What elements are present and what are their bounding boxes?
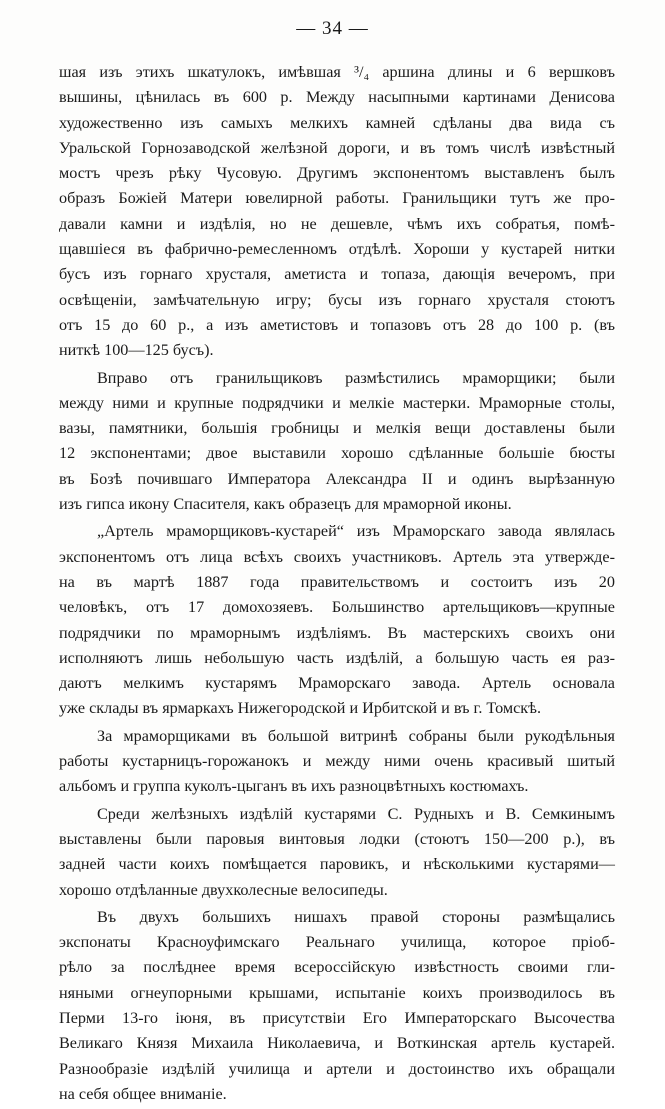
text-line: работы кустарницъ-горожанокъ и между ними очень красивый шитый	[59, 752, 615, 771]
paragraph	[59, 802, 615, 903]
text-line: изъ гипса икону Спасителя, какъ образецъ для мраморной иконы.	[59, 495, 512, 514]
text-line: человѣкъ, отъ 17 домохозяевъ. Большинство артельщиковъ—крупные	[59, 598, 615, 617]
body-text	[59, 60, 615, 1109]
text-line: на себя общее вниманіе.	[59, 1084, 227, 1103]
paragraph	[59, 366, 615, 518]
text-line: между ними и крупные подрядчики и мелкіе мастерки. Мраморные столы,	[59, 393, 615, 412]
text-line: „Артель мраморщиковъ-кустарей“ изъ Мраморскаго завода являлась	[97, 522, 615, 541]
page-number: — 34 —	[296, 18, 369, 39]
text-line: уже склады въ ярмаркахъ Нижегородской и Ирбитской и въ г. Томскѣ.	[59, 699, 541, 718]
text-line: Разнообразіе издѣлій училища и артели и достоинство ихъ обращали	[59, 1059, 615, 1078]
text-line: даютъ мелкимъ кустарямъ Мраморскаго завода. Артель основала	[59, 674, 615, 693]
text-line: Перми 13-го іюня, въ присутствіи Его Императорскаго Высочества	[59, 1008, 615, 1027]
text-line: образъ Божіей Матери ювелирной работы. Гранильщики тутъ же про-	[59, 189, 615, 208]
text-line: освѣщеніи, замѣчательную игру; бусы изъ горнаго хрусталя стоютъ	[59, 290, 615, 309]
text-line: За мраморщиками въ большой витринѣ собраны были рукодѣльныя	[97, 726, 615, 745]
text-line: шая изъ этихъ шкатулокъ, имѣвшая ³/₄ аршина длины и 6 вершковъ	[59, 63, 615, 81]
text-line: подрядчики по мраморнымъ издѣліямъ. Въ мастерскихъ своихъ они	[59, 623, 615, 642]
text-line: мостъ чрезъ рѣку Чусовую. Другимъ экспонентомъ выставленъ былъ	[59, 164, 615, 183]
text-line: выставлены были паровыя винтовыя лодки (стоютъ 150—200 р.), въ	[59, 829, 615, 848]
text-line: исполняютъ лишь небольшую часть издѣлій, а большую часть ея раз-	[59, 648, 615, 667]
text-line: хорошо отдѣланные двухколесные велосипеды.	[59, 880, 388, 899]
text-line: бусъ изъ горнаго хрусталя, аметиста и топаза, дающія вечеромъ, при	[59, 265, 615, 284]
text-line: давали камни и издѣлія, но не дешевле, чѣмъ ихъ собратья, помѣ-	[59, 214, 615, 233]
text-line: вазы, памятники, большія гробницы и мелкія вещи доставлены были	[59, 419, 615, 438]
text-line: на въ мартѣ 1887 года правительствомъ и состоитъ изъ 20	[59, 572, 615, 591]
text-line: Въ двухъ большихъ нишахъ правой стороны размѣщались	[97, 907, 615, 926]
text-line: Уральской Горнозаводской желѣзной дороги, и въ томъ числѣ извѣстный	[59, 138, 615, 157]
paragraph	[59, 905, 615, 1107]
text-line: няными огнеупорными крышами, испытаніе коихъ производилось въ	[59, 983, 615, 1002]
text-line: въ Бозѣ почившаго Императора Александра II и одинъ вырѣзанную	[59, 469, 615, 488]
text-line: отъ 15 до 60 р., а изъ аметистовъ и топазовъ отъ 28 до 100 р. (въ	[59, 315, 615, 334]
text-line: Среди желѣзныхъ издѣлій кустарями С. Рудныхъ и В. Семкинымъ	[97, 804, 615, 823]
text-line: Великаго Князя Михаила Николаевича, и Воткинская артель кустарей.	[59, 1034, 615, 1053]
text-line: экспонаты Красноуфимскаго Реальнаго училища, которое пріоб-	[59, 933, 615, 952]
text-line: рѣло за послѣднее время всероссійскую извѣстность своими гли-	[59, 958, 615, 977]
paragraph	[59, 519, 615, 721]
text-line: Вправо отъ гранильщиковъ размѣстились мраморщики; были	[97, 368, 615, 387]
text-line: 12 экспонентами; двое выставили хорошо сдѣланные большіе бюсты	[59, 444, 615, 463]
text-line: альбомъ и группа куколъ-цыганъ въ ихъ разноцвѣтныхъ костюмахъ.	[59, 777, 529, 796]
text-line: экспонентомъ отъ лица всѣхъ своихъ участниковъ. Артель эта утвержде-	[59, 547, 615, 566]
text-line: ниткѣ 100—125 бусъ).	[59, 341, 214, 360]
text-line: щавшіеся въ фабрично-ремесленномъ отдѣлѣ. Хороши у кустарей нитки	[59, 240, 615, 259]
paragraph	[59, 724, 615, 800]
text-line: вышины, цѣнилась въ 600 р. Между насыпными картинами Денисова	[59, 88, 615, 107]
paragraph	[59, 60, 615, 364]
text-line: задней части коихъ помѣщается паровикъ, и нѣсколькими кустарями—	[59, 855, 615, 874]
text-line: художественно изъ самыхъ мелкихъ камней сдѣланы два вида съ	[59, 113, 615, 132]
